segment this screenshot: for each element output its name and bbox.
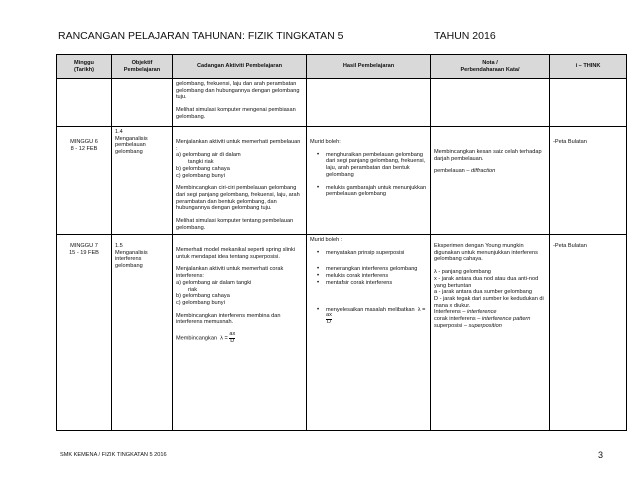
minggu-cell: MINGGU 6 8 - 12 FEB bbox=[57, 127, 112, 235]
ithink-cell: -Peta Bulatan bbox=[550, 235, 627, 431]
list-item: • melukis corak interferens bbox=[326, 273, 427, 280]
table-row bbox=[57, 79, 627, 127]
list-item: • menerangkan interferens gelombang bbox=[326, 266, 427, 273]
formula-fraction: $\frac{ax}{D}$ bbox=[326, 312, 332, 325]
list-item: • menyelesaikan masalah melibatkan λ = $\frac{ax}{D}$ bbox=[326, 307, 427, 326]
document-year: TAHUN 2016 bbox=[434, 30, 496, 42]
formula-fraction: $\frac{ax}{D}$ bbox=[229, 331, 236, 344]
hasil-cell: Murid boleh : • menyatakan prinsip superposisi • menerangkan interferens gelombang • melukis corak interferens • mentafsir corak interferens • menyelesaikan masalah melibatkan λ = $\frac{ax}{D}$ bbox=[307, 235, 431, 431]
page-number: 3 bbox=[598, 450, 604, 460]
list-item: • melukis gambarajah untuk menunjukkan pembelauan gelombang bbox=[326, 185, 427, 198]
document-title: RANCANGAN PELAJARAN TAHUNAN: FIZIK TINGKATAN 5 bbox=[58, 30, 344, 42]
footer-text: SMK KEMENA / FIZIK TINGKATAN 5 2016 bbox=[60, 452, 167, 458]
cadangan-cell: gelombang, frekuensi, laju dan arah perambatan gelombang dan hubungannya dengan gelombang tuju. Melihat simulasi komputer mengenai pembiasan gelombang. bbox=[173, 79, 307, 127]
header-minggu: Minggu (Tarikh) bbox=[57, 55, 112, 79]
header-nota: Nota / Perbendaharaan Kata/ bbox=[431, 55, 550, 79]
objektif-cell: 1.5 Menganalisis interferens gelombang bbox=[112, 235, 173, 431]
cadangan-cell: Menjalankan aktiviti untuk memerhati pembelauan : a) gelombang air di dalam tangki riak b) gelombang cahaya c) gelombang bunyi Membincangkan ciri-ciri pembelauan gelombang dari segi panjang gelombang, frekuensi, laju, arah perambatan dan bentuk gelombang, dan hubungannya dengan gelombang tuju. Melihat simulasi komputer tentang pembelauan gelombang. bbox=[173, 127, 307, 235]
minggu-cell: MINGGU 7 15 - 19 FEB bbox=[57, 235, 112, 431]
nota-cell: Membincangkan kesan saiz celah terhadap darjah pembelauan. pembelauan – diffraction bbox=[431, 127, 550, 235]
objektif-cell: 1.4 Menganalisis pembelauan gelombang bbox=[112, 127, 173, 235]
cadangan-cell: Memerhati model mekanikal seperti spring slinki untuk mendapat idea tentang superposisi. Menjalankan aktiviti untuk memerhati corak interferens: a) gelombang air dalam tangki riak b) gelombang cahaya c) gelombang bunyi Membincangkan interferens membina dan interferens memusnah. Membincangkan λ = $\frac{ax}{D}$ bbox=[173, 235, 307, 431]
list-item: • mentafsir corak interferens bbox=[326, 280, 427, 287]
list-item: • menyatakan prinsip superposisi bbox=[326, 250, 427, 257]
header-hasil: Hasil Pembelajaran bbox=[307, 55, 431, 79]
header-cadangan: Cadangan Aktiviti Pembelajaran bbox=[173, 55, 307, 79]
table-header-row bbox=[57, 55, 627, 79]
table-row bbox=[57, 127, 627, 235]
nota-cell: Eksperimen dengan Young mungkin digunakan untuk menunjukkan interferens gelombang cahaya. λ - panjang gelombang x - jarak antara dua nod atau dua anti-nod yang bertuntan a - jarak antara dua sumber gelombang D - jarak tegak dari sumber ke kedudukan di mana x diukur. Interferens – interference corak interferens – interference pattern superposisi – superposition bbox=[431, 235, 550, 431]
lesson-plan-table bbox=[56, 54, 627, 431]
header-ithink: i – THINK bbox=[550, 55, 627, 79]
header-objektif: Objektif Pembelajaran bbox=[112, 55, 173, 79]
table-row bbox=[57, 235, 627, 431]
hasil-cell: Murid boleh: • menghuraikan pembelauan gelombang dari segi panjang gelombang, frekuensi, laju, arah perambatan dan bentuk gelombang • melukis gambarajah untuk menunjukkan pembelauan gelombang bbox=[307, 127, 431, 235]
list-item: • menghuraikan pembelauan gelombang dari segi panjang gelombang, frekuensi, laju, arah perambatan dan bentuk gelombang bbox=[326, 152, 427, 179]
ithink-cell: -Peta Bulatan bbox=[550, 127, 627, 235]
